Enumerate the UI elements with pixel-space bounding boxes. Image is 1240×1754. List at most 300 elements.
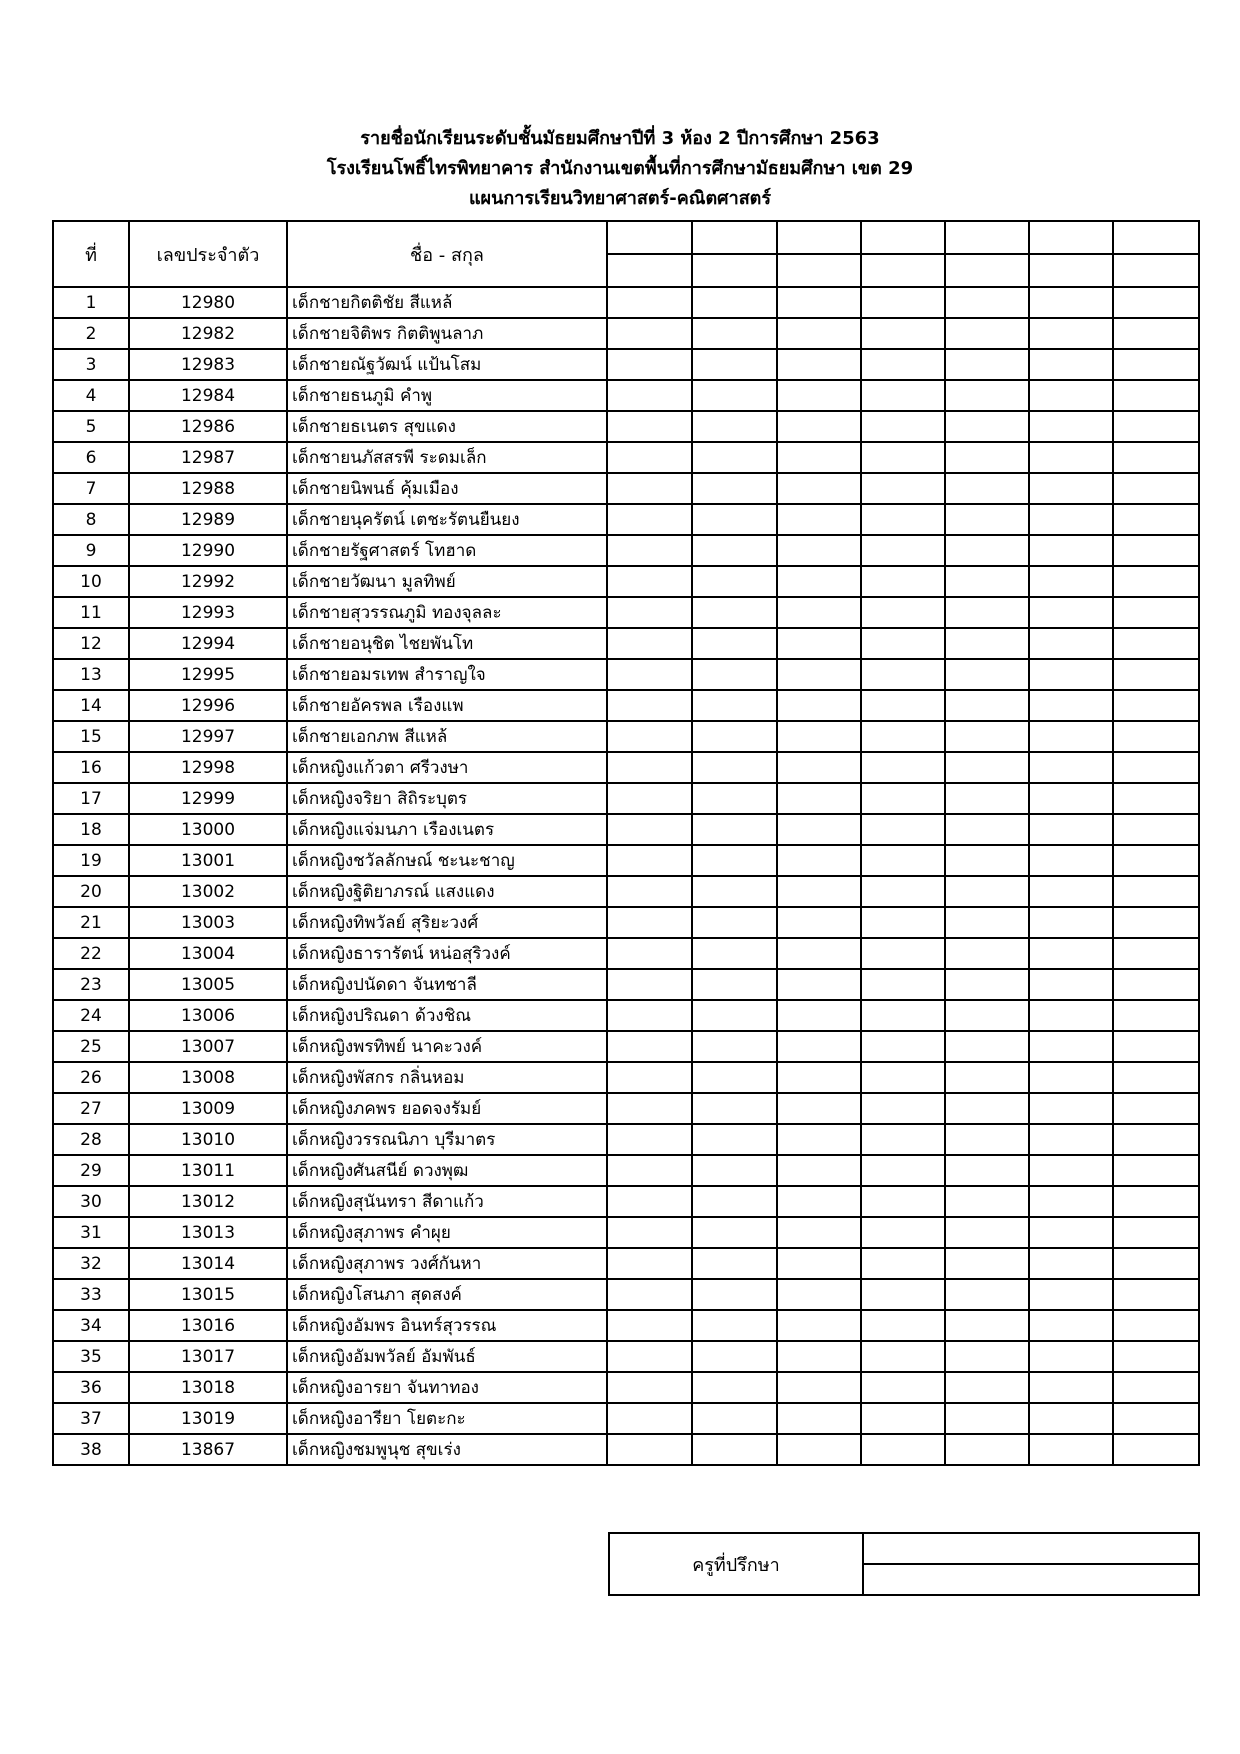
blank-cell	[945, 938, 1029, 969]
blank-cell	[1029, 1434, 1113, 1465]
table-row	[53, 1000, 1199, 1031]
blank-cell	[861, 907, 945, 938]
heading-class-year: รายชื่อนักเรียนระดับชั้นมัธยมศึกษาปีที่ 3 ห้อง 2 ปีการศึกษา 2563	[360, 128, 880, 149]
table-row	[53, 1093, 1199, 1124]
blank-cell	[945, 721, 1029, 752]
table-row	[53, 1155, 1199, 1186]
table-row	[53, 1341, 1199, 1372]
blank-cell	[861, 287, 945, 318]
row-number: 33	[53, 1279, 129, 1310]
blank-cell	[777, 566, 861, 597]
blank-cell	[861, 1341, 945, 1372]
blank-cell	[861, 380, 945, 411]
blank-cell	[1113, 907, 1199, 938]
blank-cell	[692, 535, 777, 566]
blank-cell	[777, 1248, 861, 1279]
blank-cell	[692, 1341, 777, 1372]
blank-cell	[692, 721, 777, 752]
row-number: 15	[53, 721, 129, 752]
blank-cell	[1113, 783, 1199, 814]
student-name: เด็กหญิงธารารัตน์ หน่อสุริวงค์	[287, 938, 607, 969]
student-id: 13013	[129, 1217, 287, 1248]
blank-cell	[607, 442, 692, 473]
student-id: 12995	[129, 659, 287, 690]
blank-cell	[1029, 783, 1113, 814]
student-id: 12994	[129, 628, 287, 659]
student-id: 12997	[129, 721, 287, 752]
row-number: 34	[53, 1310, 129, 1341]
header-row	[53, 221, 1199, 254]
table-row	[53, 1310, 1199, 1341]
blank-cell	[945, 783, 1029, 814]
blank-cell	[1113, 1124, 1199, 1155]
blank-cell	[777, 1093, 861, 1124]
blank-cell	[1029, 1310, 1113, 1341]
document-heading	[0, 124, 1240, 214]
blank-cell	[1029, 318, 1113, 349]
blank-cell	[692, 659, 777, 690]
blank-cell	[945, 1434, 1029, 1465]
row-number: 37	[53, 1403, 129, 1434]
row-number: 24	[53, 1000, 129, 1031]
student-id: 12983	[129, 349, 287, 380]
blank-header-cell	[1113, 254, 1199, 287]
table-row	[53, 473, 1199, 504]
blank-cell	[1029, 1403, 1113, 1434]
blank-cell	[1113, 1000, 1199, 1031]
header-no: ที่	[53, 221, 129, 287]
blank-cell	[692, 380, 777, 411]
blank-cell	[1029, 752, 1113, 783]
student-name: เด็กหญิงอัมพร อินทร์สุวรรณ	[287, 1310, 607, 1341]
blank-cell	[607, 349, 692, 380]
student-id: 13002	[129, 876, 287, 907]
blank-cell	[692, 845, 777, 876]
row-number: 23	[53, 969, 129, 1000]
blank-cell	[1029, 876, 1113, 907]
header-name: ชื่อ - สกุล	[287, 221, 607, 287]
blank-cell	[777, 783, 861, 814]
blank-cell	[607, 845, 692, 876]
row-number: 31	[53, 1217, 129, 1248]
blank-cell	[861, 411, 945, 442]
blank-cell	[861, 938, 945, 969]
student-name: เด็กหญิงโสนภา สุดสงค์	[287, 1279, 607, 1310]
blank-cell	[692, 783, 777, 814]
blank-cell	[1029, 659, 1113, 690]
row-number: 13	[53, 659, 129, 690]
blank-cell	[607, 1186, 692, 1217]
blank-cell	[607, 504, 692, 535]
table-row	[53, 566, 1199, 597]
blank-cell	[1113, 628, 1199, 659]
row-number: 22	[53, 938, 129, 969]
blank-cell	[692, 628, 777, 659]
blank-cell	[945, 659, 1029, 690]
student-id: 13010	[129, 1124, 287, 1155]
blank-cell	[607, 1403, 692, 1434]
table-row	[53, 1403, 1199, 1434]
blank-cell	[607, 1217, 692, 1248]
blank-cell	[1113, 938, 1199, 969]
blank-cell	[692, 411, 777, 442]
student-id: 12987	[129, 442, 287, 473]
blank-cell	[945, 411, 1029, 442]
blank-cell	[1029, 566, 1113, 597]
table-row	[53, 1217, 1199, 1248]
blank-cell	[777, 1155, 861, 1186]
blank-cell	[1029, 628, 1113, 659]
table-row	[53, 1279, 1199, 1310]
blank-cell	[692, 287, 777, 318]
blank-cell	[692, 1093, 777, 1124]
blank-cell	[777, 1031, 861, 1062]
blank-cell	[945, 1093, 1029, 1124]
blank-cell	[607, 411, 692, 442]
table-row	[53, 814, 1199, 845]
table-row	[53, 721, 1199, 752]
blank-cell	[777, 628, 861, 659]
blank-cell	[861, 566, 945, 597]
blank-cell	[777, 473, 861, 504]
blank-cell	[1029, 969, 1113, 1000]
blank-cell	[945, 1062, 1029, 1093]
blank-cell	[692, 1155, 777, 1186]
blank-cell	[692, 473, 777, 504]
student-id: 12984	[129, 380, 287, 411]
table-row	[53, 1031, 1199, 1062]
student-name: เด็กชายนุครัตน์ เตชะรัตนยืนยง	[287, 504, 607, 535]
blank-cell	[692, 938, 777, 969]
blank-cell	[607, 1341, 692, 1372]
blank-cell	[777, 752, 861, 783]
student-id: 12980	[129, 287, 287, 318]
row-number: 30	[53, 1186, 129, 1217]
blank-cell	[777, 1124, 861, 1155]
blank-cell	[861, 1000, 945, 1031]
blank-cell	[1029, 1093, 1113, 1124]
blank-cell	[692, 1279, 777, 1310]
student-id: 13018	[129, 1372, 287, 1403]
blank-cell	[1029, 1217, 1113, 1248]
student-name: เด็กหญิงจริยา สิถิระบุตร	[287, 783, 607, 814]
blank-cell	[861, 659, 945, 690]
student-name: เด็กชายอัครพล เรืองแพ	[287, 690, 607, 721]
blank-cell	[777, 597, 861, 628]
blank-cell	[777, 349, 861, 380]
blank-cell	[607, 1310, 692, 1341]
blank-cell	[607, 969, 692, 1000]
blank-cell	[945, 814, 1029, 845]
blank-cell	[945, 1341, 1029, 1372]
blank-cell	[607, 783, 692, 814]
blank-cell	[861, 597, 945, 628]
student-name: เด็กหญิงอารียา โยตะกะ	[287, 1403, 607, 1434]
blank-cell	[945, 349, 1029, 380]
table-row	[53, 783, 1199, 814]
blank-cell	[945, 1000, 1029, 1031]
blank-cell	[777, 1434, 861, 1465]
blank-cell	[1113, 876, 1199, 907]
blank-cell	[692, 1124, 777, 1155]
row-number: 28	[53, 1124, 129, 1155]
blank-cell	[777, 1403, 861, 1434]
row-number: 4	[53, 380, 129, 411]
table-row	[53, 876, 1199, 907]
blank-cell	[945, 1124, 1029, 1155]
blank-cell	[945, 597, 1029, 628]
blank-cell	[861, 690, 945, 721]
blank-cell	[1029, 721, 1113, 752]
roster-body	[53, 287, 1199, 1465]
blank-header-cell	[945, 254, 1029, 287]
blank-cell	[692, 504, 777, 535]
student-name: เด็กหญิงศันสนีย์ ดวงพุฒ	[287, 1155, 607, 1186]
advisor-signature-line	[863, 1564, 1199, 1595]
student-name: เด็กหญิงชวัลลักษณ์ ชะนะชาญ	[287, 845, 607, 876]
blank-cell	[945, 566, 1029, 597]
table-row	[53, 752, 1199, 783]
blank-cell	[607, 1031, 692, 1062]
blank-cell	[777, 1186, 861, 1217]
blank-cell	[1113, 1093, 1199, 1124]
blank-cell	[607, 1248, 692, 1279]
blank-header-cell	[861, 221, 945, 254]
student-name: เด็กชายณัฐวัฒน์ แป้นโสม	[287, 349, 607, 380]
blank-cell	[861, 1031, 945, 1062]
blank-cell	[777, 876, 861, 907]
blank-cell	[607, 1000, 692, 1031]
blank-cell	[861, 1217, 945, 1248]
blank-cell	[692, 1186, 777, 1217]
student-name: เด็กชายวัฒนา มูลทิพย์	[287, 566, 607, 597]
row-number: 10	[53, 566, 129, 597]
blank-cell	[1029, 473, 1113, 504]
row-number: 11	[53, 597, 129, 628]
blank-cell	[1113, 690, 1199, 721]
student-id: 13006	[129, 1000, 287, 1031]
blank-cell	[945, 442, 1029, 473]
blank-cell	[607, 628, 692, 659]
blank-cell	[1029, 907, 1113, 938]
blank-cell	[945, 690, 1029, 721]
table-row	[53, 1372, 1199, 1403]
student-id: 12989	[129, 504, 287, 535]
blank-cell	[1113, 969, 1199, 1000]
advisor-signature-line	[863, 1533, 1199, 1564]
student-id: 12986	[129, 411, 287, 442]
blank-cell	[607, 566, 692, 597]
blank-cell	[1029, 1124, 1113, 1155]
blank-cell	[692, 1000, 777, 1031]
blank-cell	[861, 1248, 945, 1279]
blank-cell	[692, 1248, 777, 1279]
blank-header-cell	[692, 254, 777, 287]
student-id: 12999	[129, 783, 287, 814]
blank-cell	[1113, 659, 1199, 690]
blank-header-cell	[1029, 221, 1113, 254]
row-number: 1	[53, 287, 129, 318]
blank-cell	[945, 907, 1029, 938]
blank-cell	[607, 287, 692, 318]
student-name: เด็กชายธเนตร สุขแดง	[287, 411, 607, 442]
student-id: 13012	[129, 1186, 287, 1217]
blank-cell	[945, 752, 1029, 783]
heading-school: โรงเรียนโพธิ์ไทรพิทยาคาร สำนักงานเขตพื้นที่การศึกษามัธยมศึกษา เขต 29	[326, 158, 914, 179]
blank-cell	[692, 1372, 777, 1403]
blank-cell	[1029, 1248, 1113, 1279]
blank-cell	[777, 721, 861, 752]
blank-cell	[861, 1124, 945, 1155]
blank-cell	[861, 535, 945, 566]
row-number: 38	[53, 1434, 129, 1465]
table-row	[53, 318, 1199, 349]
blank-cell	[777, 690, 861, 721]
student-name: เด็กหญิงทิพวัลย์ สุริยะวงศ์	[287, 907, 607, 938]
student-name: เด็กหญิงภคพร ยอดจงรัมย์	[287, 1093, 607, 1124]
row-number: 12	[53, 628, 129, 659]
student-name: เด็กหญิงอารยา จันทาทอง	[287, 1372, 607, 1403]
student-id: 13007	[129, 1031, 287, 1062]
table-row	[53, 535, 1199, 566]
blank-cell	[1113, 349, 1199, 380]
blank-cell	[607, 1062, 692, 1093]
blank-cell	[861, 845, 945, 876]
blank-cell	[1113, 380, 1199, 411]
student-id: 13016	[129, 1310, 287, 1341]
blank-cell	[692, 1403, 777, 1434]
blank-cell	[945, 845, 1029, 876]
blank-cell	[607, 752, 692, 783]
student-name: เด็กหญิงปริณดา ด้วงชิณ	[287, 1000, 607, 1031]
blank-cell	[945, 287, 1029, 318]
blank-cell	[1113, 1372, 1199, 1403]
blank-cell	[1113, 287, 1199, 318]
blank-cell	[692, 1031, 777, 1062]
student-id: 13003	[129, 907, 287, 938]
blank-cell	[945, 1310, 1029, 1341]
blank-header-cell	[777, 254, 861, 287]
table-row	[53, 1062, 1199, 1093]
blank-cell	[945, 876, 1029, 907]
blank-cell	[1029, 597, 1113, 628]
blank-cell	[861, 349, 945, 380]
blank-cell	[861, 442, 945, 473]
row-number: 27	[53, 1093, 129, 1124]
blank-cell	[607, 380, 692, 411]
blank-cell	[777, 1000, 861, 1031]
table-row	[53, 845, 1199, 876]
blank-cell	[1029, 287, 1113, 318]
blank-cell	[945, 535, 1029, 566]
blank-cell	[692, 814, 777, 845]
blank-cell	[861, 1279, 945, 1310]
student-id: 13015	[129, 1279, 287, 1310]
blank-cell	[1029, 1341, 1113, 1372]
blank-cell	[945, 504, 1029, 535]
student-id: 13004	[129, 938, 287, 969]
blank-cell	[1113, 1217, 1199, 1248]
blank-cell	[945, 1155, 1029, 1186]
blank-cell	[777, 969, 861, 1000]
blank-header-cell	[945, 221, 1029, 254]
row-number: 26	[53, 1062, 129, 1093]
blank-cell	[1029, 814, 1113, 845]
table-row	[53, 628, 1199, 659]
blank-cell	[777, 1279, 861, 1310]
blank-header-cell	[607, 254, 692, 287]
blank-cell	[607, 535, 692, 566]
table-row	[53, 287, 1199, 318]
row-number: 14	[53, 690, 129, 721]
student-roster-table	[52, 220, 1200, 1466]
blank-cell	[1113, 504, 1199, 535]
blank-cell	[692, 597, 777, 628]
blank-cell	[1029, 938, 1113, 969]
blank-cell	[1029, 504, 1113, 535]
blank-cell	[692, 566, 777, 597]
blank-cell	[1029, 845, 1113, 876]
student-name: เด็กหญิงชมพูนุช สุขเร่ง	[287, 1434, 607, 1465]
blank-header-cell	[861, 254, 945, 287]
blank-cell	[861, 969, 945, 1000]
row-number: 36	[53, 1372, 129, 1403]
row-number: 2	[53, 318, 129, 349]
blank-cell	[777, 1217, 861, 1248]
row-number: 5	[53, 411, 129, 442]
blank-cell	[1113, 1062, 1199, 1093]
blank-cell	[607, 938, 692, 969]
blank-cell	[861, 1186, 945, 1217]
blank-cell	[607, 1372, 692, 1403]
blank-cell	[1029, 1155, 1113, 1186]
blank-cell	[692, 907, 777, 938]
blank-cell	[945, 1248, 1029, 1279]
blank-cell	[692, 1310, 777, 1341]
blank-cell	[1029, 690, 1113, 721]
student-name: เด็กชายรัฐศาสตร์ โทฮาด	[287, 535, 607, 566]
blank-cell	[1029, 1279, 1113, 1310]
table-row	[53, 1124, 1199, 1155]
blank-cell	[777, 442, 861, 473]
blank-cell	[1113, 566, 1199, 597]
blank-cell	[1113, 442, 1199, 473]
blank-cell	[607, 814, 692, 845]
blank-cell	[945, 1217, 1029, 1248]
table-row	[53, 504, 1199, 535]
blank-cell	[945, 1186, 1029, 1217]
blank-cell	[607, 1279, 692, 1310]
blank-cell	[861, 473, 945, 504]
row-number: 17	[53, 783, 129, 814]
blank-cell	[777, 504, 861, 535]
student-id: 12993	[129, 597, 287, 628]
student-name: เด็กหญิงสุนันทรา สีดาแก้ว	[287, 1186, 607, 1217]
blank-cell	[692, 752, 777, 783]
blank-cell	[607, 1434, 692, 1465]
student-id: 13017	[129, 1341, 287, 1372]
blank-cell	[692, 349, 777, 380]
blank-cell	[861, 1093, 945, 1124]
blank-cell	[861, 752, 945, 783]
blank-cell	[607, 690, 692, 721]
blank-cell	[607, 1093, 692, 1124]
blank-cell	[945, 628, 1029, 659]
student-id: 13009	[129, 1093, 287, 1124]
blank-cell	[1113, 1434, 1199, 1465]
header-student-id: เลขประจำตัว	[129, 221, 287, 287]
blank-cell	[607, 1155, 692, 1186]
